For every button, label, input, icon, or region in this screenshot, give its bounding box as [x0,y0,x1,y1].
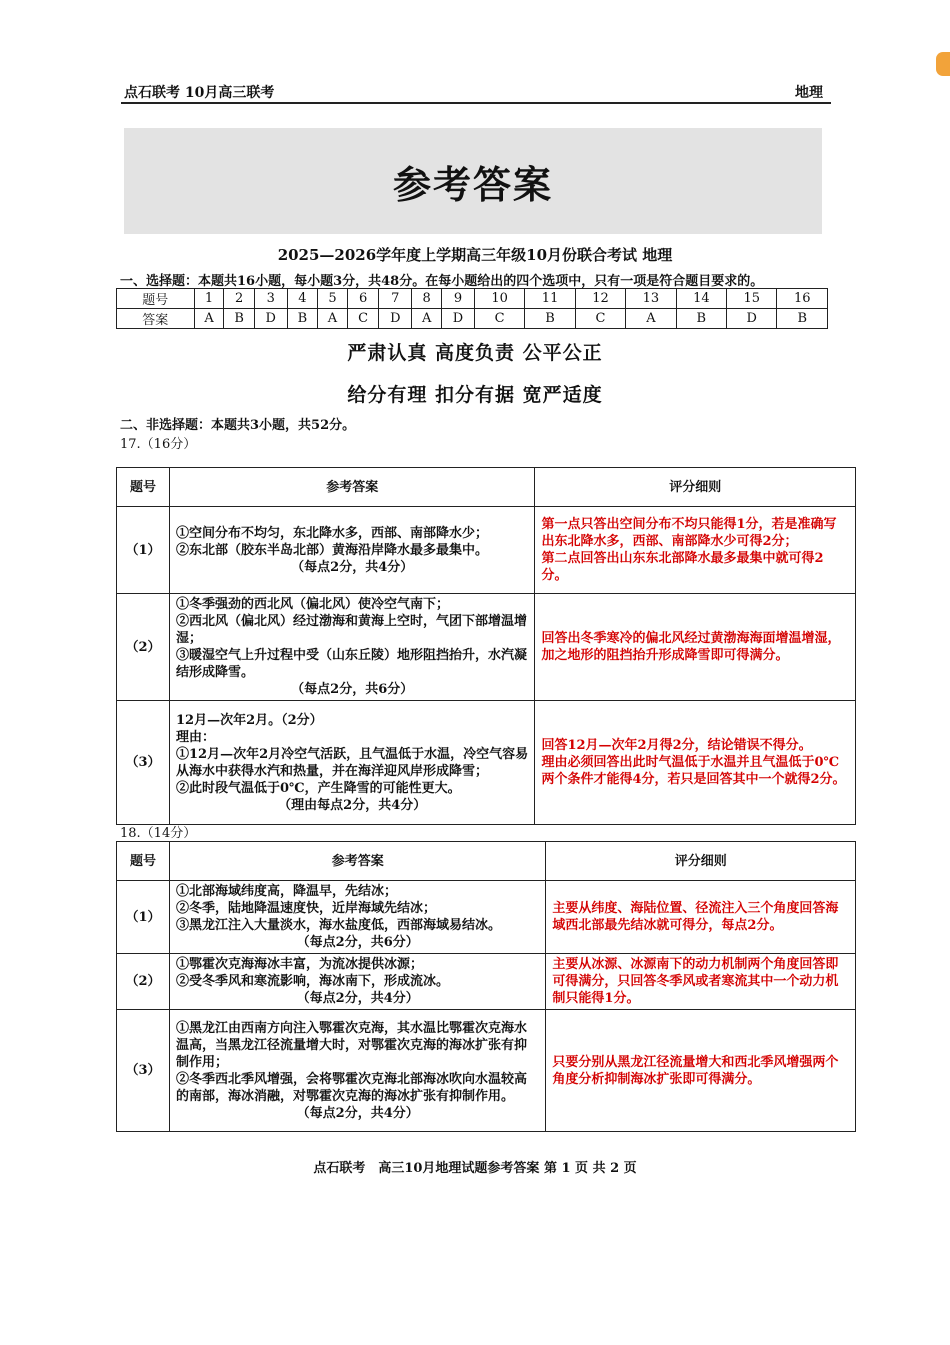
mc-answer: B [525,309,575,329]
rule-cell [546,954,856,1010]
mc-number: 10 [474,289,524,309]
rule-cell [546,1010,856,1132]
section2-heading: 二、非选择题：本题共3小题，共52分。 [120,418,356,433]
table-row [117,701,856,825]
rule-cell [546,881,856,954]
mc-number: 4 [287,289,317,309]
rule-cell [535,594,856,701]
question-number: （1） [117,507,170,594]
answer-cell [169,881,545,954]
col-header-number: 题号 [117,842,170,881]
answer-point: ①冬季强劲的西北风（偏北风）使冷空气南下； [175,597,449,612]
rule-text: 回答出冬季寒冷的偏北风经过黄渤海海面增温增湿，加之地形的阻挡抬升形成降雪即可得满分。 [541,631,841,663]
mc-number: 3 [254,289,287,309]
mc-answer: C [474,309,524,329]
question-17-label: 17.（16分） [120,437,197,452]
question-18-label: 18.（14分） [120,826,197,841]
mc-answer: B [676,309,726,329]
rule-text: 第二点回答出山东东北部降水最多最集中就可得2分。 [541,551,824,583]
question-number: （2） [117,954,170,1010]
mc-number: 16 [777,289,828,309]
answer-score: （每点2分，共4分） [291,559,414,575]
answer-point: ②东北部（胶东半岛北部）黄海沿岸降水最多最集中。 [175,542,488,558]
mc-number: 14 [676,289,726,309]
question-number: （3） [117,701,170,825]
col-header-answer: 参考答案 [169,468,534,507]
question-number: （1） [117,881,170,954]
col-header-number: 题号 [117,468,170,507]
mc-row-label: 题号 [117,289,195,309]
col-header-rules: 评分细则 [535,468,856,507]
section1-heading: 一、选择题：本题共16小题，每小题3分，共48分。在每小题给出的四个选项中，只有一项是符合题目要求的。 [120,274,764,289]
header-subject: 地理 [795,85,823,101]
table-row [117,881,856,954]
mc-answer: B [777,309,828,329]
rule-text: 第一点只答出空间分布不均只能得1分，若是准确写出东北降水多，西部、南部降水少可得2分； [541,517,837,549]
mc-answer: B [287,309,317,329]
mc-number: 5 [318,289,348,309]
mc-answer: A [412,309,442,329]
mc-number: 7 [379,289,412,309]
mc-row-label: 答案 [117,309,195,329]
rule-cell [535,701,856,825]
table-header-row [117,468,856,507]
mc-answer: A [626,309,676,329]
answer-point: ③暖湿空气上升过程中受（山东丘陵）地形阻挡抬升，水汽凝结形成降雪。 [175,648,527,680]
rule-cell [535,507,856,594]
col-header-rules: 评分细则 [546,842,856,881]
answer-point: ①空间分布不均匀，东北降水多，西部、南部降水少； [175,525,488,541]
header-exam-name: 点石联考 10月高三联考 [124,85,275,101]
table-row [117,594,856,701]
rule-text: 主要从冰源、冰源南下的动力机制两个角度回答即可得满分，只回答冬季风或者寒流其中一个动力机制只能得1分。 [552,957,839,1006]
answer-cell [169,1010,545,1132]
mc-number-row [117,289,828,309]
page-title: 参考答案 [392,161,553,207]
table-row [117,1010,856,1132]
answer-cell [169,954,545,1010]
answer-conclusion: 12月—次年2月。（2分） [175,712,323,728]
table-row [117,507,856,594]
rule-text: 理由必须回答出此时气温低于水温并且气温低于0℃两个条件才能得4分，若只是回答其中一个就得2分。 [541,755,846,787]
answer-point: ②受冬季风和寒流影响，海冰南下，形成流冰。 [175,974,449,989]
answer-cell [169,594,534,701]
mc-answer: D [254,309,287,329]
mc-answer: C [575,309,625,329]
answer-point: ①黑龙江由西南方向注入鄂霍次克海，其水温比鄂霍次克海水温高，当黑龙江径流量增大时，对鄂霍次克海的海冰扩张有抑制作用； [175,1020,527,1070]
answer-point: ②冬季西北季风增强，会将鄂霍次克海北部海冰吹向水温较高的南部，海冰消融，对鄂霍次克海的海冰扩张有抑制作用。 [175,1071,527,1104]
answer-score: （每点2分，共6分） [291,682,414,697]
mc-answer: A [194,309,224,329]
answer-point: ①鄂霍次克海海冰丰富，为流冰提供冰源； [175,957,423,972]
exam-title: 2025—2026学年度上学期高三年级10月份联合考试 地理 [277,246,673,264]
mc-answer: C [347,309,378,329]
answer-score: （理由每点2分，共4分） [278,797,427,813]
question-number: （3） [117,1010,170,1132]
table-header-row [117,842,856,881]
table-row [117,954,856,1010]
answer-score: （每点2分，共6分） [296,935,419,950]
rule-text: 主要从纬度、海陆位置、径流注入三个角度回答海域西北部最先结冰就可得分，每点2分。 [552,901,839,933]
mc-answer: B [224,309,254,329]
answer-point: ①12月—次年2月冷空气活跃，且气温低于水温，冷空气容易从海水中获得水汽和热量，并在海洋迎风岸形成降雪； [175,746,529,779]
answer-cell [169,701,534,825]
mc-number: 2 [224,289,254,309]
answer-point: ②此时段气温低于0℃，产生降雪的可能性更大。 [175,780,461,796]
mc-number: 15 [727,289,777,309]
mc-answer: D [727,309,777,329]
mc-number: 6 [347,289,378,309]
answer-point: ③黑龙江注入大量淡水，海水盐度低，西部海域易结冰。 [175,918,501,933]
question-17-table [116,467,856,825]
question-number: （2） [117,594,170,701]
title-banner [124,128,822,234]
answer-score: （每点2分，共4分） [296,1105,419,1121]
answer-reason-label: 理由： [175,729,215,745]
header-divider [121,102,831,104]
answer-cell [169,507,534,594]
col-header-answer: 参考答案 [169,842,545,881]
multiple-choice-answer-table [116,288,828,329]
answer-point: ①北部海域纬度高，降温早，先结冰； [175,884,397,899]
rule-text: 只要分别从黑龙江径流量增大和西北季风增强两个角度分析抑制海冰扩张即可得满分。 [552,1054,839,1087]
motto-line-2: 给分有理 扣分有据 宽严适度 [347,384,603,406]
mc-answer-row [117,309,828,329]
answer-score: （每点2分，共4分） [296,991,419,1006]
mc-answer: D [442,309,475,329]
mc-number: 8 [412,289,442,309]
mc-number: 11 [525,289,575,309]
page-footer: 点石联考 高三10月地理试题参考答案 第 1 页 共 2 页 [313,1161,637,1176]
corner-tab-marker [936,52,950,76]
motto-line-1: 严肃认真 高度负责 公平公正 [347,342,603,364]
mc-answer: D [379,309,412,329]
mc-number: 1 [194,289,224,309]
answer-point: ②冬季，陆地降温速度快，近岸海域先结冰； [175,901,436,916]
rule-text: 回答12月—次年2月得2分，结论错误不得分。 [541,738,812,753]
mc-number: 9 [442,289,475,309]
question-18-table [116,841,856,1132]
answer-point: ②西北风（偏北风）经过渤海和黄海上空时，气团下部增温增湿； [175,614,527,646]
mc-number: 13 [626,289,676,309]
mc-answer: A [318,309,348,329]
mc-number: 12 [575,289,625,309]
